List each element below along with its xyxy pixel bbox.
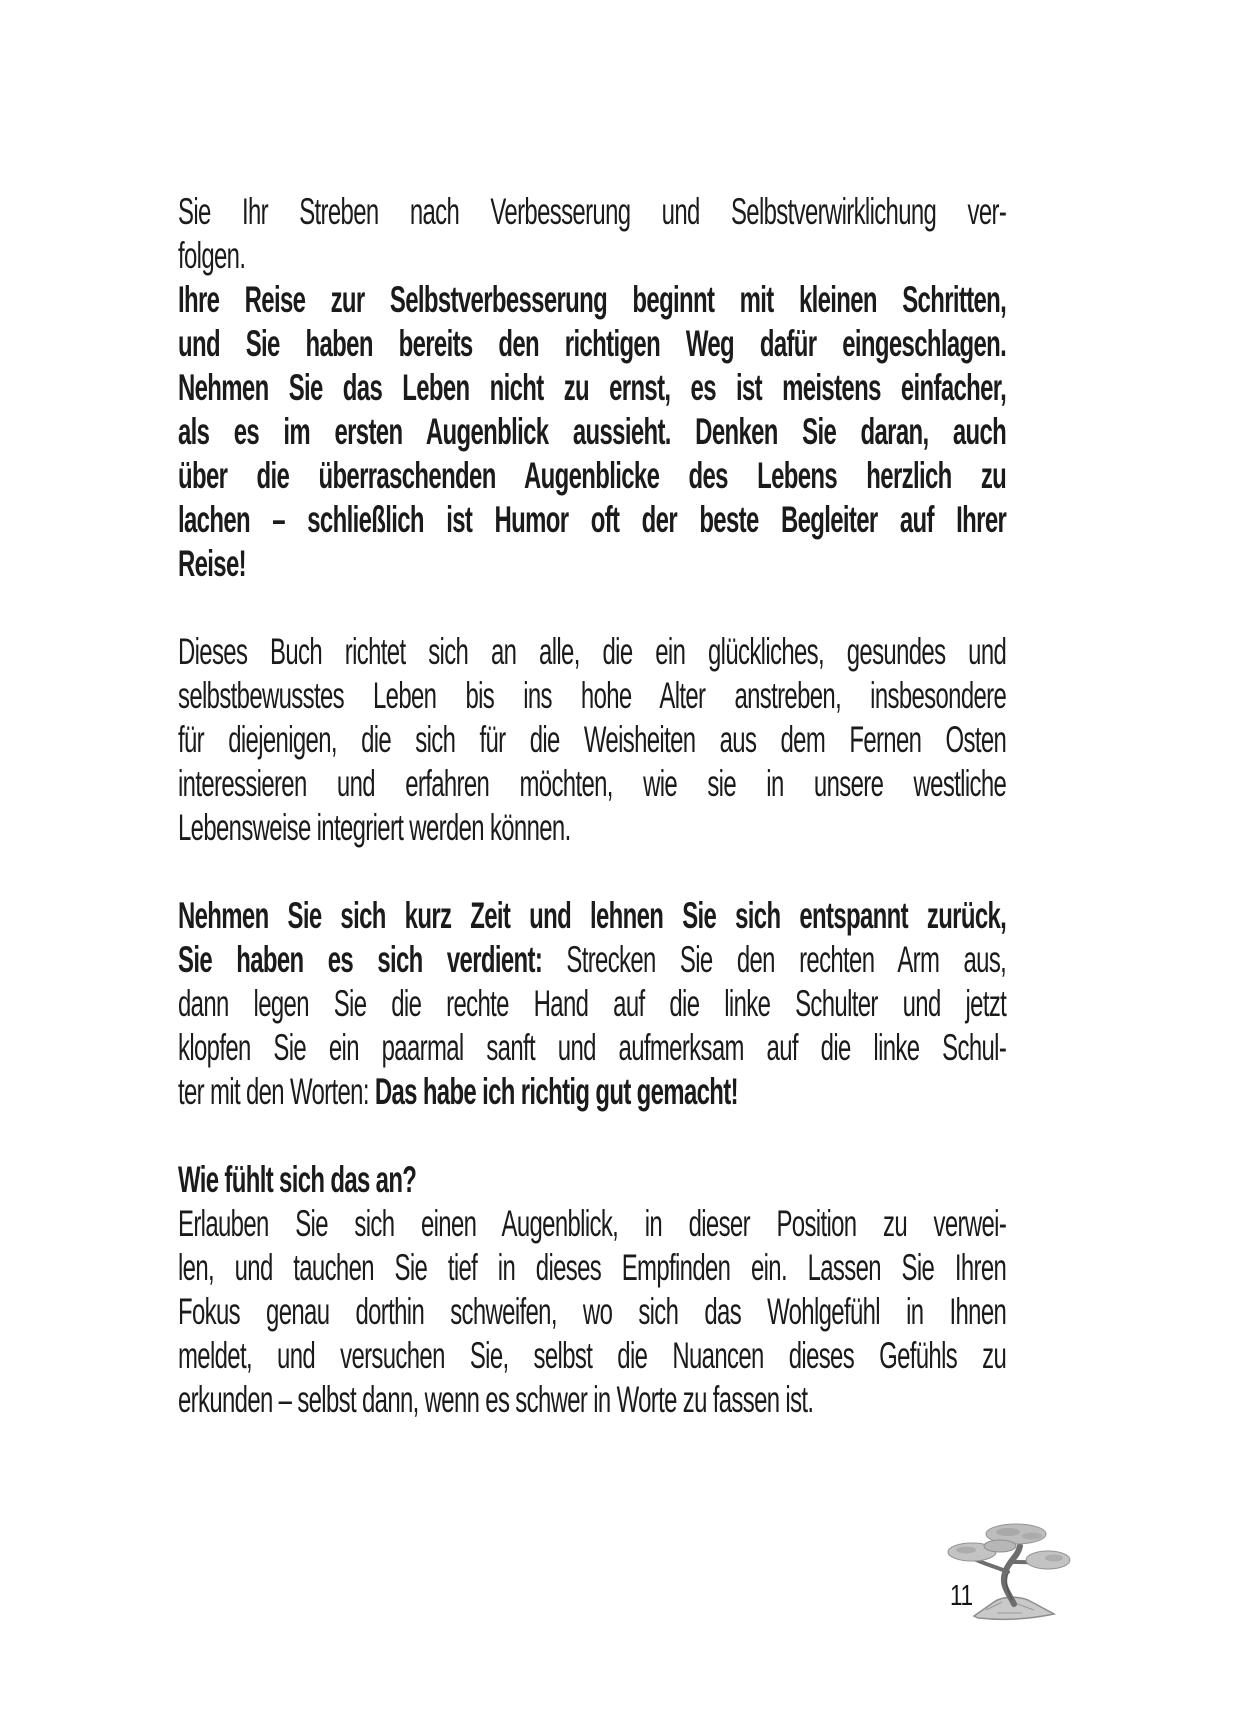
text-line xyxy=(178,366,1006,410)
regular-text-run: ter mit den Worten: xyxy=(178,1071,375,1112)
bold-text-run: Wie fühlt sich das an? xyxy=(178,1159,417,1200)
reflection-heading xyxy=(178,1158,1006,1202)
text-line xyxy=(178,1334,1006,1378)
regular-text-run: selbstbewusstes Leben bis ins hohe Alter anstreben, insbesondere xyxy=(178,675,1007,716)
bold-text-run: Reise! xyxy=(178,543,246,584)
text-line xyxy=(178,1202,1006,1246)
text-line xyxy=(178,938,1006,982)
self-praise-exercise-paragraph xyxy=(178,894,1006,1114)
text-line xyxy=(178,718,1006,762)
regular-text-run: dann legen Sie die rechte Hand auf die linke Schulter und jetzt xyxy=(178,983,1007,1024)
text-line xyxy=(178,982,1006,1026)
regular-text-run: interessieren und erfahren möchten, wie sie in unsere westliche xyxy=(178,763,1007,804)
text-line xyxy=(178,1246,1006,1290)
text-line xyxy=(178,674,1006,718)
text-block xyxy=(178,190,1006,1422)
regular-text-run: folgen. xyxy=(178,235,246,276)
text-line xyxy=(178,278,1006,322)
text-line xyxy=(178,1158,1006,1202)
text-line xyxy=(178,1290,1006,1334)
continuation-paragraph xyxy=(178,190,1006,278)
text-line xyxy=(178,542,1006,586)
page-number: 11 xyxy=(950,1580,973,1612)
bold-text-run: Ihre Reise zur Selbstverbesserung beginnt mit kleinen Schritten, xyxy=(178,279,1007,320)
bold-text-run: lachen – schließlich ist Humor oft der beste Begleiter auf Ihrer xyxy=(178,499,1007,540)
bold-text-run: als es im ersten Augenblick aussieht. Denken Sie daran, auch xyxy=(178,411,1007,452)
bold-text-run: Das habe ich richtig gut gemacht! xyxy=(374,1071,738,1112)
text-line xyxy=(178,454,1006,498)
text-line xyxy=(178,234,1006,278)
text-line xyxy=(178,894,1006,938)
bold-text-run: Nehmen Sie das Leben nicht zu ernst, es ist meistens einfacher, xyxy=(178,367,1007,408)
bold-text-run: über die überraschenden Augenblicke des Lebens herzlich zu xyxy=(178,455,1007,496)
text-line xyxy=(178,630,1006,674)
text-line xyxy=(178,410,1006,454)
bold-text-run: Nehmen Sie sich kurz Zeit und lehnen Sie sich entspannt zurück, xyxy=(178,895,1007,936)
bold-text-run: und Sie haben bereits den richtigen Weg dafür eingeschlagen. xyxy=(178,323,1007,364)
text-line xyxy=(178,762,1006,806)
regular-text-run: Sie Ihr Streben nach Verbesserung und Selbstverwirklichung ver- xyxy=(178,191,1007,232)
text-line xyxy=(178,806,1006,850)
reflection-paragraph xyxy=(178,1202,1006,1422)
regular-text-run: len, und tauchen Sie tief in dieses Empfinden ein. Lassen Sie Ihren xyxy=(178,1247,1007,1288)
regular-text-run: für diejenigen, die sich für die Weisheiten aus dem Fernen Osten xyxy=(178,719,1007,760)
regular-text-run: Erlauben Sie sich einen Augenblick, in dieser Position zu verwei- xyxy=(178,1203,1007,1244)
regular-text-run: klopfen Sie ein paarmal sanft und aufmerksam auf die linke Schul- xyxy=(178,1027,1007,1068)
regular-text-run: Lebensweise integriert werden können. xyxy=(178,807,571,848)
text-line xyxy=(178,498,1006,542)
text-line xyxy=(178,1070,1006,1114)
bold-journey-paragraph xyxy=(178,278,1006,586)
regular-text-run: Fokus genau dorthin schweifen, wo sich das Wohlgefühl in Ihnen xyxy=(178,1291,1007,1332)
regular-text-run: Dieses Buch richtet sich an alle, die ein glückliches, gesundes und xyxy=(178,631,1007,672)
text-line xyxy=(178,1378,1006,1422)
bold-text-run: Sie haben es sich verdient: xyxy=(178,939,543,980)
text-line xyxy=(178,322,1006,366)
regular-text-run: erkunden – selbst dann, wenn es schwer in Worte zu fassen ist. xyxy=(178,1379,814,1420)
text-line xyxy=(178,190,1006,234)
text-line xyxy=(178,1026,1006,1070)
bonsai-tree-illustration xyxy=(942,1516,1074,1624)
audience-paragraph xyxy=(178,630,1006,850)
regular-text-run: meldet, und versuchen Sie, selbst die Nuancen dieses Gefühls zu xyxy=(178,1335,1007,1376)
regular-text-run: Strecken Sie den rechten Arm aus, xyxy=(542,939,1007,980)
